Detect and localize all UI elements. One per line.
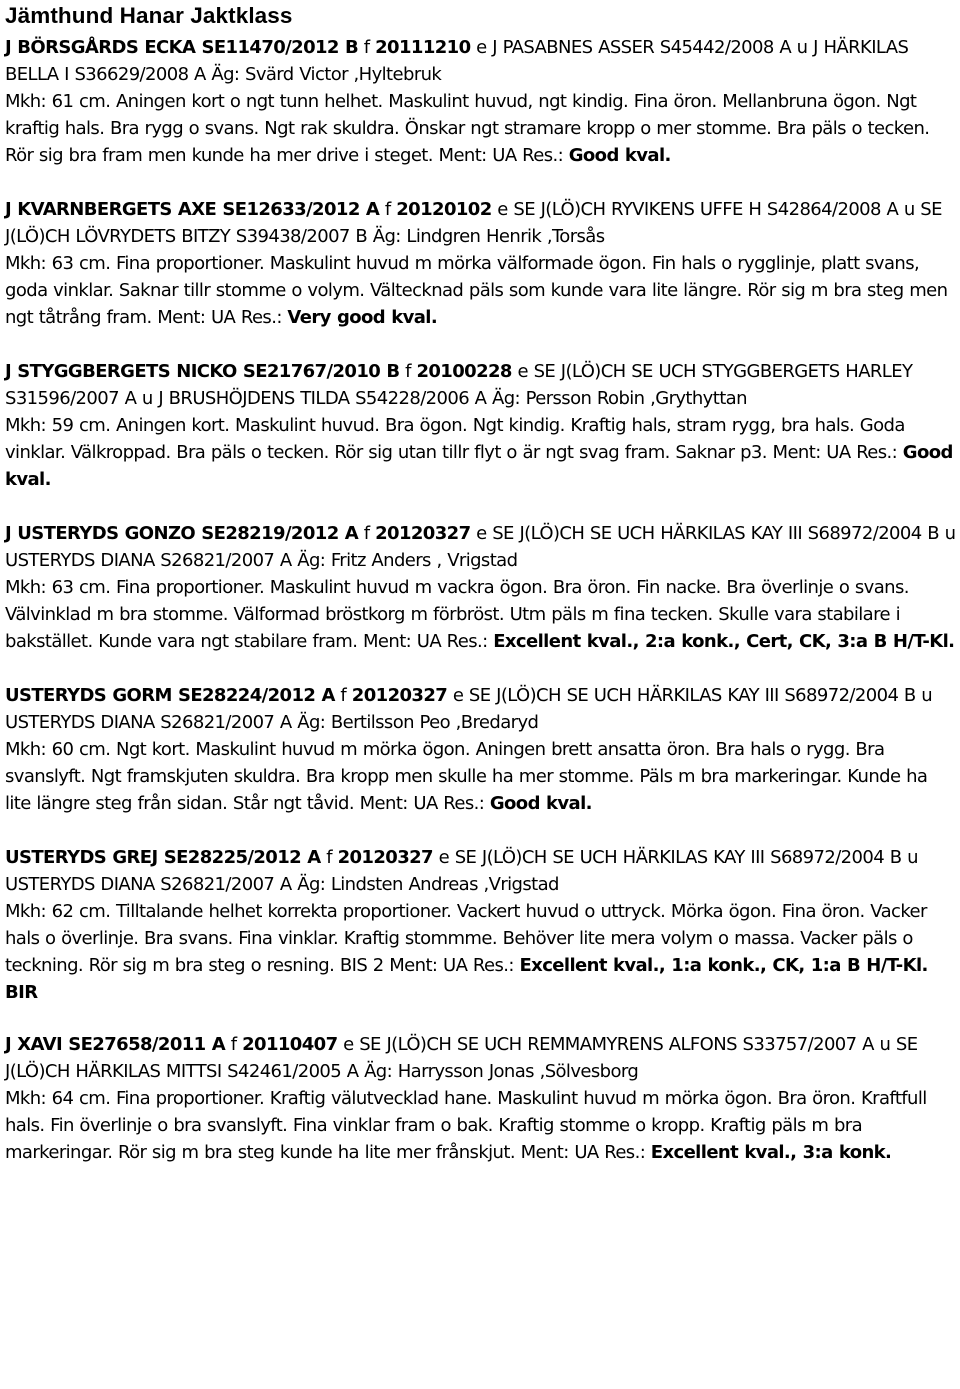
dog-name-reg: J USTERYDS GONZO SE28219/2012 A — [5, 523, 359, 544]
parents-owner: e J PASABNES ASSER S45442/2008 A u J HÄRKILAS BELLA I S36629/2008 A Äg: Svärd Victor ,Hyltebruk — [5, 37, 909, 85]
dog-entry — [5, 844, 957, 1006]
dog-name-reg: J STYGGBERGETS NICKO SE21767/2010 B — [5, 361, 400, 382]
dog-name-reg: J XAVI SE27658/2011 A — [5, 1034, 226, 1055]
critique-text: Mkh: 63 cm. Fina proportioner. Maskulint huvud m vackra ögon. Bra öron. Fin nacke. Bra överlinje o svans. Välvinklad m bra stomme. Välformad bröstkorg m förbröst. Utm päls m fina tecken. Skulle vara stabilare i bakstället. Kunde vara ngt stabilare fram. Ment: UA Res.: — [5, 577, 909, 652]
birth-label: f — [379, 199, 397, 220]
birth-date: 20120327 — [375, 523, 471, 544]
birth-label: f — [225, 1034, 243, 1055]
parents-owner: e SE J(LÖ)CH RYVIKENS UFFE H S42864/2008 A u SE J(LÖ)CH LÖVRYDETS BITZY S39438/2007 B Äg: Lindgren Henrik ,Torsås — [5, 199, 942, 247]
entry-critique — [5, 574, 957, 655]
birth-label: f — [399, 361, 417, 382]
birth-date: 20100228 — [416, 361, 512, 382]
entry-critique — [5, 412, 957, 493]
dog-entry — [5, 358, 957, 493]
entry-critique — [5, 736, 957, 817]
parents-owner: e SE J(LÖ)CH SE UCH HÄRKILAS KAY III S68972/2004 B u USTERYDS DIANA S26821/2007 A Äg: Lindsten Andreas ,Vrigstad — [5, 847, 918, 895]
result-text: Good kval. — [568, 145, 671, 166]
entry-pedigree — [5, 844, 957, 898]
parents-owner: e SE J(LÖ)CH SE UCH HÄRKILAS KAY III S68972/2004 B u USTERYDS DIANA S26821/2007 A Äg: Fritz Anders , Vrigstad — [5, 523, 956, 571]
result-text: Excellent kval., 3:a konk. — [650, 1142, 892, 1163]
document-page — [5, 0, 957, 1166]
critique-text: Mkh: 61 cm. Aningen kort o ngt tunn helhet. Maskulint huvud, ngt kindig. Fina öron. Mellanbruna ögon. Ngt kraftig hals. Bra rygg o svans. Ngt rak skuldra. Önskar ngt stramare kropp o mer stomme. Bra päls o tecken. Rör sig bra fram men kunde ha mer drive i steget. Ment: UA Res.: — [5, 91, 930, 166]
critique-text: Mkh: 62 cm. Tilltalande helhet korrekta proportioner. Vackert huvud o uttryck. Mörka ögon. Fina öron. Vacker hals o överlinje. Bra svans. Fina vinklar. Kraftig stommme. Behöver lite mera volym o massa. Vacker päls o teckning. Rör sig m bra steg o resning. BIS 2 Ment: UA Res.: — [5, 901, 927, 976]
dog-entry — [5, 196, 957, 331]
dog-name-reg: USTERYDS GORM SE28224/2012 A — [5, 685, 335, 706]
result-text: Excellent kval., 1:a konk., CK, 1:a B H/T-Kl. BIR — [5, 955, 928, 1003]
result-text: Good kval. — [5, 442, 953, 490]
birth-date: 20110407 — [242, 1034, 338, 1055]
result-text: Very good kval. — [287, 307, 438, 328]
result-text: Good kval. — [489, 793, 592, 814]
result-text: Excellent kval., 2:a konk., Cert, CK, 3:a B H/T-Kl. — [493, 631, 955, 652]
dog-name-reg: J BÖRSGÅRDS ECKA SE11470/2012 B — [5, 37, 359, 58]
dog-entry — [5, 682, 957, 817]
dog-entry — [5, 34, 957, 169]
entry-critique — [5, 898, 957, 1006]
dog-entry — [5, 1031, 957, 1166]
critique-text: Mkh: 59 cm. Aningen kort. Maskulint huvud. Bra ögon. Ngt kindig. Kraftig hals, stram rygg, bra hals. Goda vinklar. Välkroppad. Bra päls o tecken. Rör sig utan tillr flyt o är ngt svag fram. Saknar p3. Ment: UA Res.: — [5, 415, 905, 463]
birth-date: 20111210 — [375, 37, 471, 58]
entry-pedigree — [5, 682, 957, 736]
critique-text: Mkh: 60 cm. Ngt kort. Maskulint huvud m mörka ögon. Aningen brett ansatta öron. Bra hals o rygg. Bra svanslyft. Ngt framskjuten skuldra. Bra kropp men skulle ha mer stomme. Päls m bra markeringar. Kunde ha lite längre steg från sidan. Står ngt tåvid. Ment: UA Res.: — [5, 739, 928, 814]
birth-label: f — [320, 847, 338, 868]
birth-label: f — [358, 37, 376, 58]
parents-owner: e SE J(LÖ)CH SE UCH REMMAMYRENS ALFONS S33757/2007 A u SE J(LÖ)CH HÄRKILAS MITTSI S42461/2005 A Äg: Harrysson Jonas ,Sölvesborg — [5, 1034, 918, 1082]
entry-pedigree — [5, 196, 957, 250]
birth-date: 20120327 — [351, 685, 448, 706]
birth-date: 20120102 — [396, 199, 492, 220]
dog-name-reg: USTERYDS GREJ SE28225/2012 A — [5, 847, 321, 868]
entry-pedigree — [5, 1031, 957, 1085]
page-title: Jämthund Hanar Jaktklass — [5, 3, 293, 28]
parents-owner: e SE J(LÖ)CH SE UCH STYGGBERGETS HARLEY S31596/2007 A u J BRUSHÖJDENS TILDA S54228/2006 A Äg: Persson Robin ,Grythyttan — [5, 361, 913, 409]
parents-owner: e SE J(LÖ)CH SE UCH HÄRKILAS KAY III S68972/2004 B u USTERYDS DIANA S26821/2007 A Äg: Bertilsson Peo ,Bredaryd — [5, 685, 933, 733]
entry-pedigree — [5, 358, 957, 412]
entry-critique — [5, 1085, 957, 1166]
birth-date: 20120327 — [337, 847, 433, 868]
critique-text: Mkh: 63 cm. Fina proportioner. Maskulint huvud m mörka välformade ögon. Fin hals o rygglinje, platt svans, goda vinklar. Saknar tillr stomme o volym. Vältecknad päls som kunde vara lite längre. Rör sig m bra steg men ngt tåtrång fram. Ment: UA Res.: — [5, 253, 948, 328]
dog-name-reg: J KVARNBERGETS AXE SE12633/2012 A — [5, 199, 380, 220]
entry-pedigree — [5, 520, 957, 574]
entry-pedigree — [5, 34, 957, 88]
entry-critique — [5, 88, 957, 169]
dog-entry — [5, 520, 957, 655]
birth-label: f — [358, 523, 376, 544]
birth-label: f — [334, 685, 352, 706]
critique-text: Mkh: 64 cm. Fina proportioner. Kraftig välutvecklad hane. Maskulint huvud m mörka ögon. Bra öron. Kraftfull hals. Fin överlinje o bra svanslyft. Fina vinklar fram o bak. Kraftig stomme o kropp. Kraftig päls m bra markeringar. Rör sig m bra steg kunde ha lite mer frånskjut. Ment: UA Res.: — [5, 1088, 927, 1163]
entry-critique — [5, 250, 957, 331]
